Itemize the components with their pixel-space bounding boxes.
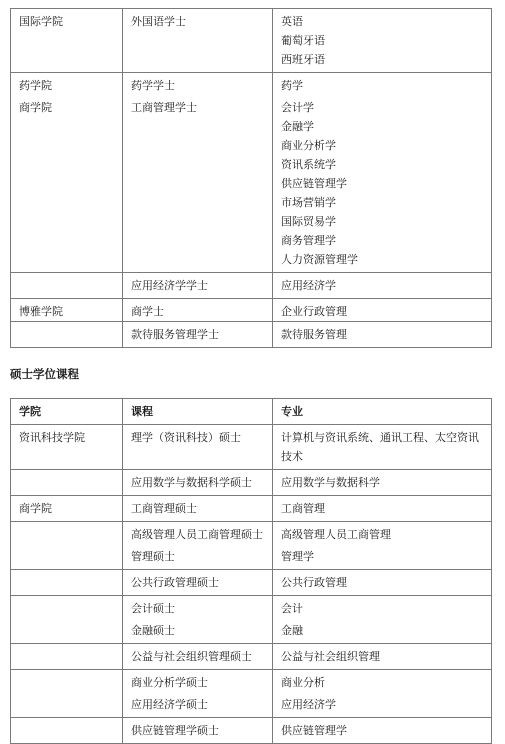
table-header-row xyxy=(11,399,492,425)
majors-cell xyxy=(273,73,492,96)
college-cell: 商学院 xyxy=(11,496,123,522)
course-cell: 供应链管理学硕士 xyxy=(123,718,273,744)
major-item: 英语 xyxy=(281,15,303,28)
table-row xyxy=(11,425,492,470)
table-row xyxy=(11,547,492,570)
majors-cell xyxy=(273,299,492,322)
master-degree-table xyxy=(10,398,492,744)
major-item: 药学 xyxy=(281,79,303,92)
major-item: 供应链管理学 xyxy=(281,177,347,190)
bachelor-degree-table xyxy=(10,8,492,348)
table-row xyxy=(11,9,492,73)
major-item: 商业分析学 xyxy=(281,139,336,152)
major-cell xyxy=(273,670,492,696)
major-cell xyxy=(273,522,492,548)
major-item: 会计学 xyxy=(281,101,314,114)
degree-cell: 应用经济学学士 xyxy=(123,273,273,299)
college-cell xyxy=(11,522,123,548)
major-cell xyxy=(273,470,492,496)
major-item: 人力资源管理学 xyxy=(281,253,358,266)
college-cell xyxy=(11,273,123,299)
major-item: 国际贸易学 xyxy=(281,215,336,228)
college-cell: 药学院 xyxy=(11,73,123,96)
major-cell xyxy=(273,425,492,470)
table-row xyxy=(11,73,492,96)
major-line: 应用数学与数据科学 xyxy=(281,476,380,489)
major-line: 高级管理人员工商管理 xyxy=(281,528,391,541)
table-row xyxy=(11,273,492,299)
college-cell xyxy=(11,718,123,744)
table-row xyxy=(11,695,492,718)
college-cell: 国际学院 xyxy=(11,9,123,73)
table-row xyxy=(11,718,492,744)
course-cell: 理学（资讯科技）硕士 xyxy=(123,425,273,470)
course-cell: 金融硕士 xyxy=(123,621,273,644)
major-cell xyxy=(273,695,492,718)
major-cell xyxy=(273,547,492,570)
table-row xyxy=(11,496,492,522)
major-line: 计算机与资讯系统、通讯工程、太空资讯 xyxy=(281,431,479,444)
course-cell: 商业分析学硕士 xyxy=(123,670,273,696)
majors-cell xyxy=(273,9,492,73)
table-row xyxy=(11,522,492,548)
header-major: 专业 xyxy=(273,399,492,425)
major-cell xyxy=(273,718,492,744)
major-item: 应用经济学 xyxy=(281,279,336,292)
major-cell xyxy=(273,496,492,522)
college-cell xyxy=(11,570,123,596)
major-line: 技术 xyxy=(281,450,303,463)
table-row xyxy=(11,299,492,322)
table-row xyxy=(11,322,492,348)
table-row xyxy=(11,670,492,696)
majors-cell xyxy=(273,273,492,299)
degree-cell: 款待服务管理学士 xyxy=(123,322,273,348)
college-cell xyxy=(11,547,123,570)
major-item: 企业行政管理 xyxy=(281,305,347,318)
major-line: 金融 xyxy=(281,624,303,637)
degree-cell: 药学学士 xyxy=(123,73,273,96)
table-row xyxy=(11,644,492,670)
course-cell: 应用数学与数据科学硕士 xyxy=(123,470,273,496)
college-cell xyxy=(11,644,123,670)
table-row xyxy=(11,95,492,273)
major-item: 西班牙语 xyxy=(281,53,325,66)
degree-cell: 商学士 xyxy=(123,299,273,322)
course-cell: 工商管理硕士 xyxy=(123,496,273,522)
majors-cell xyxy=(273,95,492,273)
college-cell xyxy=(11,322,123,348)
course-cell: 公共行政管理硕士 xyxy=(123,570,273,596)
table-row xyxy=(11,470,492,496)
section-title: 硕士学位课程 xyxy=(10,367,79,381)
major-item: 资讯系统学 xyxy=(281,158,336,171)
major-cell xyxy=(273,644,492,670)
major-line: 管理学 xyxy=(281,550,314,563)
course-cell: 管理硕士 xyxy=(123,547,273,570)
major-item: 金融学 xyxy=(281,120,314,133)
college-cell xyxy=(11,470,123,496)
course-cell: 公益与社会组织管理硕士 xyxy=(123,644,273,670)
major-cell xyxy=(273,570,492,596)
major-line: 应用经济学 xyxy=(281,698,336,711)
degree-cell: 工商管理学士 xyxy=(123,95,273,273)
course-cell: 高级管理人员工商管理硕士 xyxy=(123,522,273,548)
major-line: 工商管理 xyxy=(281,502,325,515)
course-cell: 应用经济学硕士 xyxy=(123,695,273,718)
major-line: 商业分析 xyxy=(281,676,325,689)
college-cell xyxy=(11,621,123,644)
college-cell: 商学院 xyxy=(11,95,123,273)
course-cell: 会计硕士 xyxy=(123,596,273,622)
majors-cell xyxy=(273,322,492,348)
major-item: 商务管理学 xyxy=(281,234,336,247)
major-cell xyxy=(273,596,492,622)
major-line: 公共行政管理 xyxy=(281,576,347,589)
college-cell: 博雅学院 xyxy=(11,299,123,322)
major-line: 公益与社会组织管理 xyxy=(281,650,380,663)
header-course: 课程 xyxy=(123,399,273,425)
college-cell xyxy=(11,695,123,718)
major-line: 会计 xyxy=(281,602,303,615)
college-cell xyxy=(11,670,123,696)
table-row xyxy=(11,570,492,596)
major-item: 款待服务管理 xyxy=(281,328,347,341)
table-row xyxy=(11,596,492,622)
degree-cell: 外国语学士 xyxy=(123,9,273,73)
header-college: 学院 xyxy=(11,399,123,425)
major-line: 供应链管理学 xyxy=(281,724,347,737)
major-cell xyxy=(273,621,492,644)
college-cell: 资讯科技学院 xyxy=(11,425,123,470)
major-item: 葡萄牙语 xyxy=(281,34,325,47)
college-cell xyxy=(11,596,123,622)
table-row xyxy=(11,621,492,644)
major-item: 市场营销学 xyxy=(281,196,336,209)
